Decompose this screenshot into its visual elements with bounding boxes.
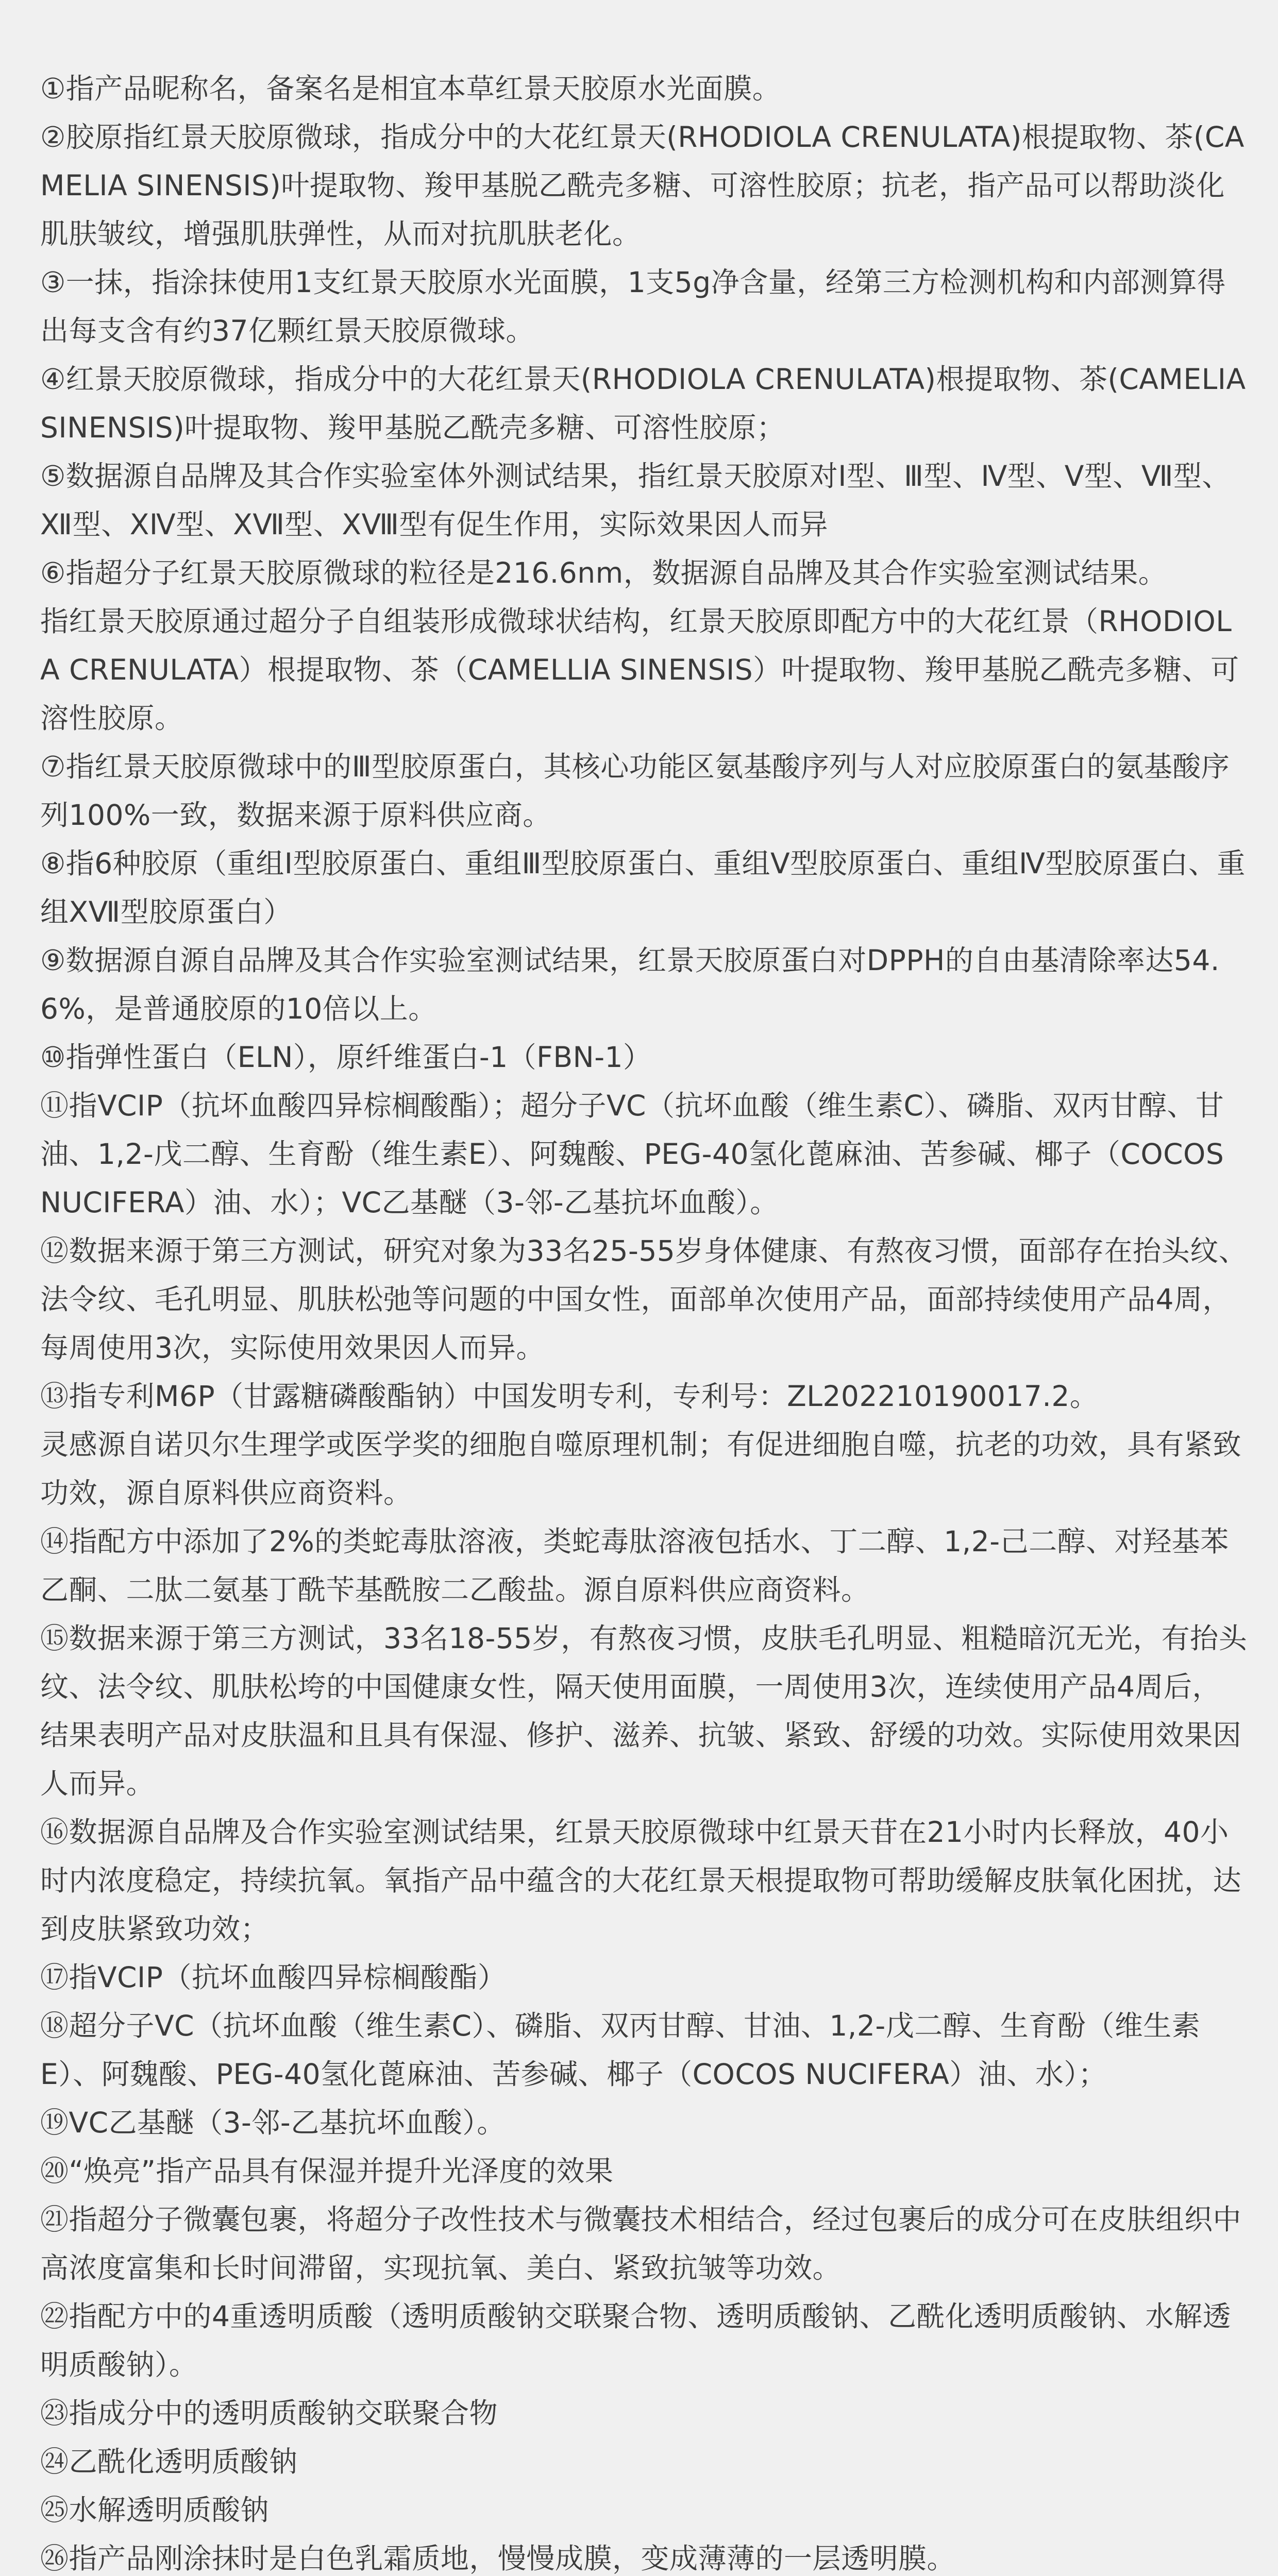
footnote-6-detail: 指红景天胶原通过超分子自组装形成微球状结构，红景天胶原即配方中的大花红景（RHODIOLA CRENULATA）根提取物、茶（CAMELLIA SINENSIS）叶提取物、羧甲基脱乙酰壳多糖、可溶性胶原。: [40, 605, 1239, 735]
footnote-9: ⑨数据源自源自品牌及其合作实验室测试结果，红景天胶原蛋白对DPPH的自由基清除率达54.6%，是普通胶原的10倍以上。: [40, 944, 1220, 1025]
footnote-5: ⑤数据源自品牌及其合作实验室体外测试结果，指红景天胶原对Ⅰ型、Ⅲ型、Ⅳ型、Ⅴ型、Ⅶ型、Ⅻ型、XⅣ型、XⅦ型、XⅧ型有促生作用，实际效果因人而异: [40, 460, 1231, 541]
footnote-21: ㉑指超分子微囊包裹，将超分子改性技术与微囊技术相结合，经过包裹后的成分可在皮肤组织中高浓度富集和长时间滞留，实现抗氧、美白、紧致抗皱等功效。: [40, 2203, 1242, 2284]
footnote-19: ⑲VC乙基醚（3-邻-乙基抗坏血酸）。: [40, 2106, 506, 2139]
footnote-11: ⑪指VCIP（抗坏血酸四异棕榈酸酯）；超分子VC（抗坏血酸（维生素C）、磷脂、双丙甘醇、甘油、1,2-戊二醇、生育酚（维生素E）、阿魏酸、PEG-40氢化蓖麻油、苦参碱、椰子（COCOS NUCIFERA）油、水）；VC乙基醚（3-邻-乙基抗坏血酸）。: [40, 1089, 1224, 1219]
footnote-7: ⑦指红景天胶原微球中的Ⅲ型胶原蛋白，其核心功能区氨基酸序列与人对应胶原蛋白的氨基酸序列100%一致，数据来源于原料供应商。: [40, 750, 1230, 832]
footnote-12: ⑫数据来源于第三方测试，研究对象为33名25-55岁身体健康、有熬夜习惯，面部存在抬头纹、法令纹、毛孔明显、肌肤松弛等问题的中国女性，面部单次使用产品，面部持续使用产品4周，每周使用3次，实际使用效果因人而异。: [40, 1234, 1248, 1364]
footnote-25: ㉕水解透明质酸钠: [40, 2494, 270, 2527]
footnote-6: ⑥指超分子红景天胶原微球的粒径是216.6nm，数据源自品牌及其合作实验室测试结果。: [40, 556, 1167, 589]
footnote-20: ⑳“焕亮”指产品具有保湿并提升光泽度的效果: [40, 2155, 614, 2188]
footnote-1: ①指产品昵称名，备案名是相宜本草红景天胶原水光面膜。: [40, 72, 781, 105]
footnote-18: ⑱超分子VC（抗坏血酸（维生素C）、磷脂、双丙甘醇、甘油、1,2-戊二醇、生育酚（维生素E）、阿魏酸、PEG-40氢化蓖麻油、苦参碱、椰子（COCOS NUCIFERA）油、水）；: [40, 2009, 1201, 2091]
footnote-24: ㉔乙酰化透明质酸钠: [40, 2445, 298, 2478]
footnote-22: ㉒指配方中的4重透明质酸（透明质酸钠交联聚合物、透明质酸钠、乙酰化透明质酸钠、水解透明质酸钠）。: [40, 2300, 1231, 2381]
footnotes-list: [40, 64, 1249, 2576]
footnote-4: ④红景天胶原微球，指成分中的大花红景天(RHODIOLA CRENULATA)根提取物、茶(CAMELIA SINENSIS)叶提取物、羧甲基脱乙酰壳多糖、可溶性胶原；: [40, 363, 1246, 444]
footnote-14: ⑭指配方中添加了2%的类蛇毒肽溶液，类蛇毒肽溶液包括水、丁二醇、1,2-己二醇、对羟基苯乙酮、二肽二氨基丁酰苄基酰胺二乙酸盐。源自原料供应商资料。: [40, 1525, 1229, 1606]
footnote-13-detail: 灵感源自诺贝尔生理学或医学奖的细胞自噬原理机制；有促进细胞自噬，抗老的功效，具有紧致功效，源自原料供应商资料。: [40, 1428, 1242, 1510]
footnote-3: ③一抹，指涂抹使用1支红景天胶原水光面膜，1支5g净含量，经第三方检测机构和内部测算得出每支含有约37亿颗红景天胶原微球。: [40, 266, 1226, 347]
footnote-13: ⑬指专利M6P（甘露糖磷酸酯钠）中国发明专利，专利号：ZL202210190017.2。: [40, 1380, 1099, 1413]
footnote-26: ㉖指产品刚涂抹时是白色乳霜质地，慢慢成膜，变成薄薄的一层透明膜。: [40, 2542, 956, 2575]
footnote-23: ㉓指成分中的透明质酸钠交联聚合物: [40, 2397, 498, 2430]
footnote-8: ⑧指6种胶原（重组Ⅰ型胶原蛋白、重组Ⅲ型胶原蛋白、重组Ⅴ型胶原蛋白、重组Ⅳ型胶原蛋白、重组XⅦ型胶原蛋白）: [40, 847, 1246, 928]
footnote-2: ②胶原指红景天胶原微球，指成分中的大花红景天(RHODIOLA CRENULATA)根提取物、茶(CAMELIA SINENSIS)叶提取物、羧甲基脱乙酰壳多糖、可溶性胶原；抗老，指产品可以帮助淡化肌肤皱纹，增强肌肤弹性，从而对抗肌肤老化。: [40, 121, 1245, 250]
footnote-17: ⑰指VCIP（抗坏血酸四异棕榈酸酯）: [40, 1961, 507, 1994]
footnote-10: ⑩指弹性蛋白（ELN），原纤维蛋白-1（FBN-1）: [40, 1041, 652, 1074]
footnote-15: ⑮数据来源于第三方测试，33名18-55岁，有熬夜习惯，皮肤毛孔明显、粗糙暗沉无光，有抬头纹、法令纹、肌肤松垮的中国健康女性，隔天使用面膜，一周使用3次，连续使用产品4周后，结果表明产品对皮肤温和且具有保湿、修护、滋养、抗皱、紧致、舒缓的功效。实际使用效果因人而异。: [40, 1622, 1248, 1800]
footnote-16: ⑯数据源自品牌及合作实验室测试结果，红景天胶原微球中红景天苷在21小时内长释放，40小时内浓度稳定，持续抗氧。氧指产品中蕴含的大花红景天根提取物可帮助缓解皮肤氧化困扰，达到皮肤紧致功效；: [40, 1816, 1242, 1945]
